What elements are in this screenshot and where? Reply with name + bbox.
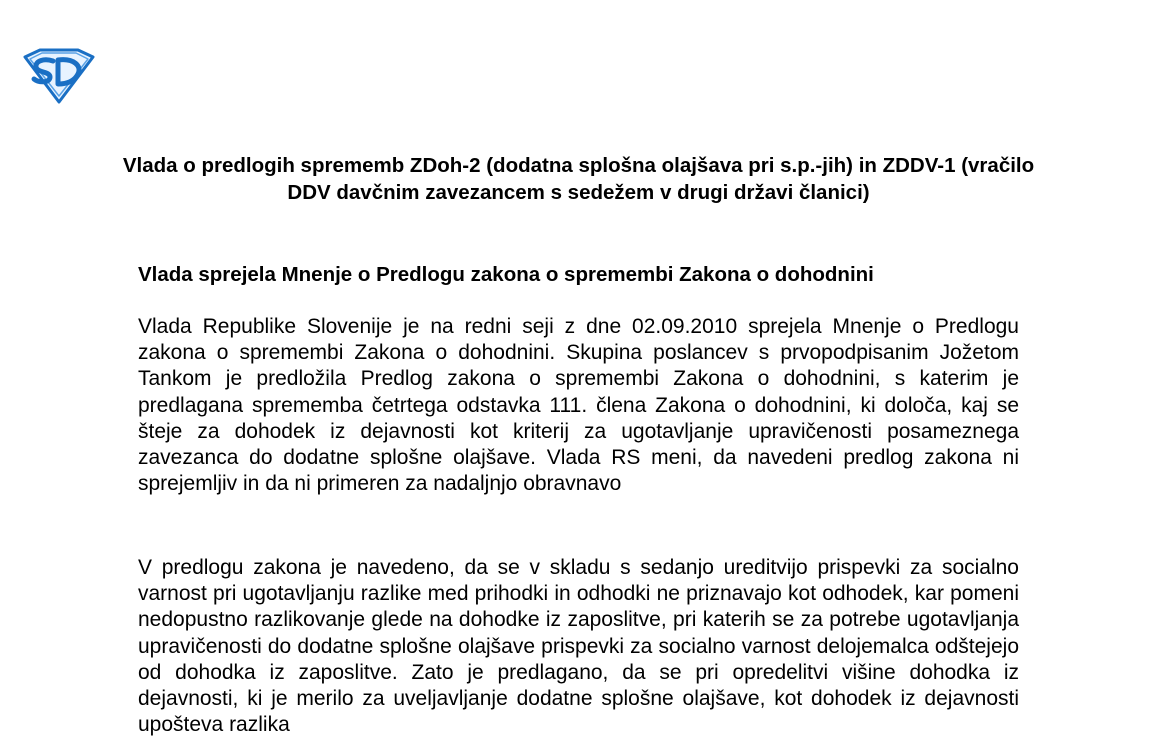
sd-shield-logo-icon — [22, 48, 96, 104]
document-title: Vlada o predlogih sprememb ZDoh-2 (dodatna splošna olajšava pri s.p.-jih) in ZDDV-1 (vračilo DDV davčnim zavezancem s sedežem v drugi državi članici) — [122, 154, 1035, 204]
body-paragraph: V predlogu zakona je navedeno, da se v skladu s sedanjo ureditvijo prispevki za socialno varnost pri ugotavljanju razlike med prihodki in odhodki ne priznavajo kot odhodek, kar pomeni nedopustno razlikovanje glede na dohodke iz zaposlitve, pri katerih se za potrebe ugotavljanja upravičenosti do dodatne splošne olajšave prispevki za socialno varnost delojemalca odštejejo od dohodka iz zaposlitve. Zato je predlagano, da se pri opredelitvi višine dohodka iz dejavnosti, ki je merilo za uveljavljanje dodatne splošne olajšave, kot dohodek iz dejavnosti upošteva razlika — [138, 556, 1019, 737]
body-paragraph: Vlada Republike Slovenije je na redni seji z dne 02.09.2010 sprejela Mnenje o Predlogu zakona o spremembi Zakona o dohodnini. Skupina poslancev s prvopodpisanim Jožetom Tankom je predložila Predlog zakona o spremembi Zakona o dohodnini, s katerim je predlagana sprememba četrtega odstavka 111. člena Zakona o dohodnini, ki določa, kaj se šteje za dohodek iz dejavnosti kot kriterij za ugotavljanje upravičenosti posameznega zavezanca do dodatne splošne olajšave. Vlada RS meni, da navedeni predlog zakona ni sprejemljiv in da ni primeren za nadaljnjo obravnavo — [138, 315, 1019, 496]
section-heading: Vlada sprejela Mnenje o Predlogu zakona o spremembi Zakona o dohodnini — [138, 263, 874, 286]
